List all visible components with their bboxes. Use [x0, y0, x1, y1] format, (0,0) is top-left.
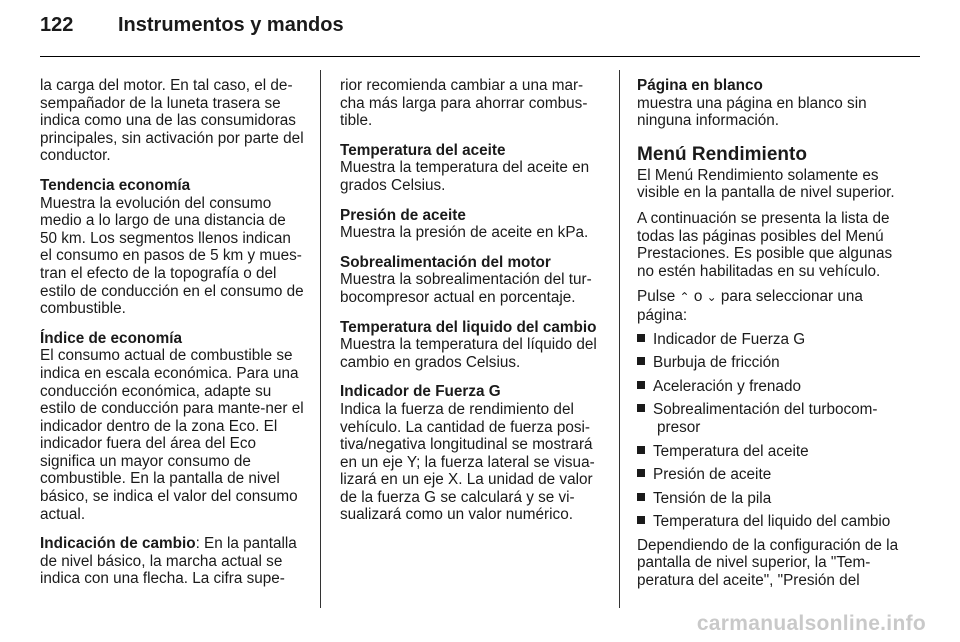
section-temp-liquido [340, 319, 604, 372]
section-title: Página en blanco [637, 77, 763, 94]
section-title: Tendencia economía [40, 176, 191, 194]
section-text: Indica la fuerza de rendimiento del vehículo. La cantidad de fuerza posi-tiva/negativa longitudinal se mostrará en un eje Y; la fuerza lateral se visua-lizará en un eje X. La unidad de valor de la fuerza G se calculará y se vi-sualizará como un valor numérico. [340, 400, 595, 524]
list-item: Temperatura del liquido del cambio [637, 513, 905, 531]
watermark: carmanualsonline.info [696, 612, 926, 635]
bullet-icon [637, 516, 645, 524]
section-text: El consumo actual de combustible se indica en escala económica. Para una conducción económica, adapte su estilo de conducción para mante-ner el indicador dentro de la zona Eco. El indicador fuera del área del Eco significa un mayor consumo de combustible. En la pantalla de nivel básico, se indica el valor del consumo actual. [40, 347, 304, 523]
col2-intro: rior recomienda cambiar a una mar-cha más larga para ahorrar combus-tible. [340, 77, 588, 130]
section-text: Muestra la sobrealimentación del tur-bocompresor actual en porcentaje. [340, 271, 592, 306]
section-indice [40, 330, 304, 524]
section-text: Muestra la presión de aceite en kPa. [340, 224, 589, 242]
page-title: Instrumentos y mandos [118, 14, 344, 36]
list-item: Temperatura del aceite [637, 443, 905, 461]
page-header [40, 14, 344, 50]
section-title: Temperatura del liquido del cambio [340, 318, 597, 336]
pulse-instruction: Pulse ⌃ o ⌄ para seleccionar una página: [637, 288, 863, 324]
section-pagina-blanco [637, 77, 905, 130]
section-indicacion [40, 535, 304, 588]
column-divider-1 [320, 70, 321, 608]
section-text: Muestra la evolución del consumo medio a lo largo de una distancia de 50 km. Los segmentos llenos indican el consumo en pasos de 5 km y mues-tran el efecto de la topografía o del estilo de conducción en el consumo de combustible. [40, 194, 304, 318]
list-intro: A continuación se presenta la lista de todas las páginas posibles del Menú Prestaciones. Es posible que algunas no estén habilitadas en su vehículo. [637, 209, 893, 280]
chevron-down-icon: ⌄ [706, 290, 717, 305]
column-1 [40, 77, 304, 600]
bullet-icon [637, 446, 645, 454]
section-title: Presión de aceite [340, 206, 466, 224]
list-item: Aceleración y frenado [637, 378, 905, 396]
bullet-icon [637, 404, 645, 412]
page-number: 122 [40, 14, 74, 36]
bullet-icon [637, 493, 645, 501]
section-text: Muestra la temperatura del aceite en grados Celsius. [340, 159, 590, 194]
section-text: Muestra la temperatura del líquido del cambio en grados Celsius. [340, 336, 597, 371]
section-fuerza-g [340, 383, 604, 524]
list-item: Burbuja de fricción [637, 354, 905, 372]
heading-text: El Menú Rendimiento solamente es visible en la pantalla de nivel superior. [637, 166, 895, 202]
section-tendencia [40, 177, 304, 318]
bullet-icon [637, 357, 645, 365]
bullet-icon [637, 381, 645, 389]
col3-outro: Dependiendo de la configuración de la pantalla de nivel superior, la "Tem-peratura del aceite", "Presión del [637, 536, 899, 590]
section-sobrealimentacion [340, 254, 604, 307]
section-title: Sobrealimentación del motor [340, 253, 551, 271]
section-title: Indicador de Fuerza G [340, 383, 501, 401]
page-list [637, 331, 905, 531]
header-rule [40, 56, 920, 57]
column-divider-2 [619, 70, 620, 608]
section-title: Temperatura del aceite [340, 141, 506, 159]
bullet-icon [637, 334, 645, 342]
section-title: Indicación de cambio [40, 535, 196, 553]
list-item: Presión de aceite [637, 466, 905, 484]
list-item: Indicador de Fuerza G [637, 331, 905, 349]
list-item: Tensión de la pila [637, 490, 905, 508]
section-text: : En la pantalla de nivel básico, la marcha actual se indica con una flecha. La cifra supe- [40, 535, 297, 588]
column-2 [340, 77, 604, 536]
section-title: Índice de economía [40, 329, 182, 347]
column-3 [637, 77, 905, 602]
list-item: Sobrealimentación del turbocom-presor [637, 401, 905, 436]
section-heading: Menú Rendimiento [637, 143, 807, 165]
chevron-up-icon: ⌃ [679, 290, 690, 305]
section-text: muestra una página en blanco sin ninguna información. [637, 94, 867, 130]
section-temp-aceite [340, 142, 604, 195]
section-presion [340, 207, 604, 242]
bullet-icon [637, 469, 645, 477]
col1-intro: la carga del motor. En tal caso, el de-sempañador de la luneta trasera se indica como una de las consumidoras principales, sin activación por parte del conductor. [40, 77, 304, 165]
